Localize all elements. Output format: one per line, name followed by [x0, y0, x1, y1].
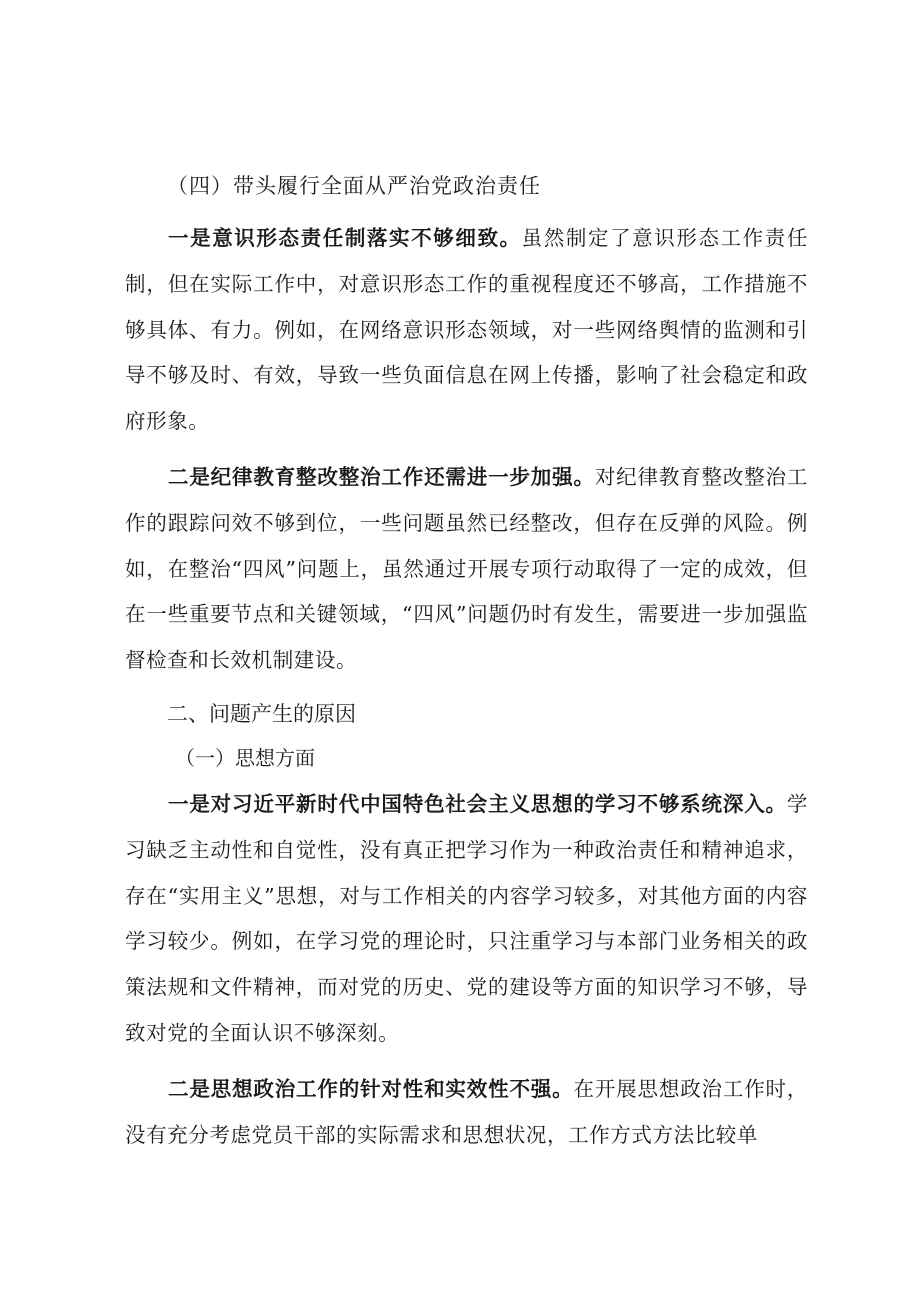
paragraph-lead: 二是纪律教育整改整治工作还需进一步加强。 [168, 464, 595, 489]
paragraph-body: 学习缺乏主动性和自觉性，没有真正把学习作为一种政治责任和精神追求，存在“实用主义”思想，对与工作相关的内容学习较多，对其他方面的内容学习较少。例如，在学习党的理论时，只注重学习与本部门业务相关的政策法规和文件精神，而对党的历史、党的建设等方面的知识学习不够，导致对党的全面认识不够深刻。 [125, 791, 808, 1045]
paragraph-lead: 二是思想政治工作的针对性和实效性不强。 [168, 1076, 574, 1101]
paragraph-body: 虽然制定了意识形态工作责任制，但在实际工作中，对意识形态工作的重视程度还不够高，工作措施不够具体、有力。例如，在网络意识形态领域，对一些网络舆情的监测和引导不够及时、有效，导致一些负面信息在网上传播，影响了社会稳定和政府形象。 [125, 226, 808, 434]
paragraph-lead: 一是意识形态责任制落实不够细致。 [168, 226, 522, 250]
section-heading-4: （四）带头履行全面从严治党政治责任 [167, 174, 541, 198]
paragraph-theory-study [125, 782, 808, 1057]
paragraph-body: 在开展思想政治工作时，没有充分考虑党员干部的实际需求和思想状况，工作方式方法比较单 [125, 1076, 808, 1147]
paragraph-ideology-responsibility [125, 216, 808, 445]
paragraph-body: 对纪律教育整改整治工作的跟踪问效不够到位，一些问题虽然已经整改，但存在反弹的风险。例如，在整治“四风”问题上，虽然通过开展专项行动取得了一定的成效，但在一些重要节点和关键领域，“四风”问题仍时有发生，需要进一步加强监督检查和长效机制建设。 [125, 464, 808, 673]
paragraph-discipline-education [125, 455, 808, 684]
paragraph-political-work [125, 1067, 808, 1159]
subsection-heading-thought: （一）思想方面 [175, 745, 315, 770]
paragraph-lead: 一是对习近平新时代中国特色社会主义思想的学习不够系统深入。 [168, 791, 787, 816]
document-page [125, 166, 808, 1168]
section-heading-causes: 二、问题产生的原因 [167, 701, 356, 726]
